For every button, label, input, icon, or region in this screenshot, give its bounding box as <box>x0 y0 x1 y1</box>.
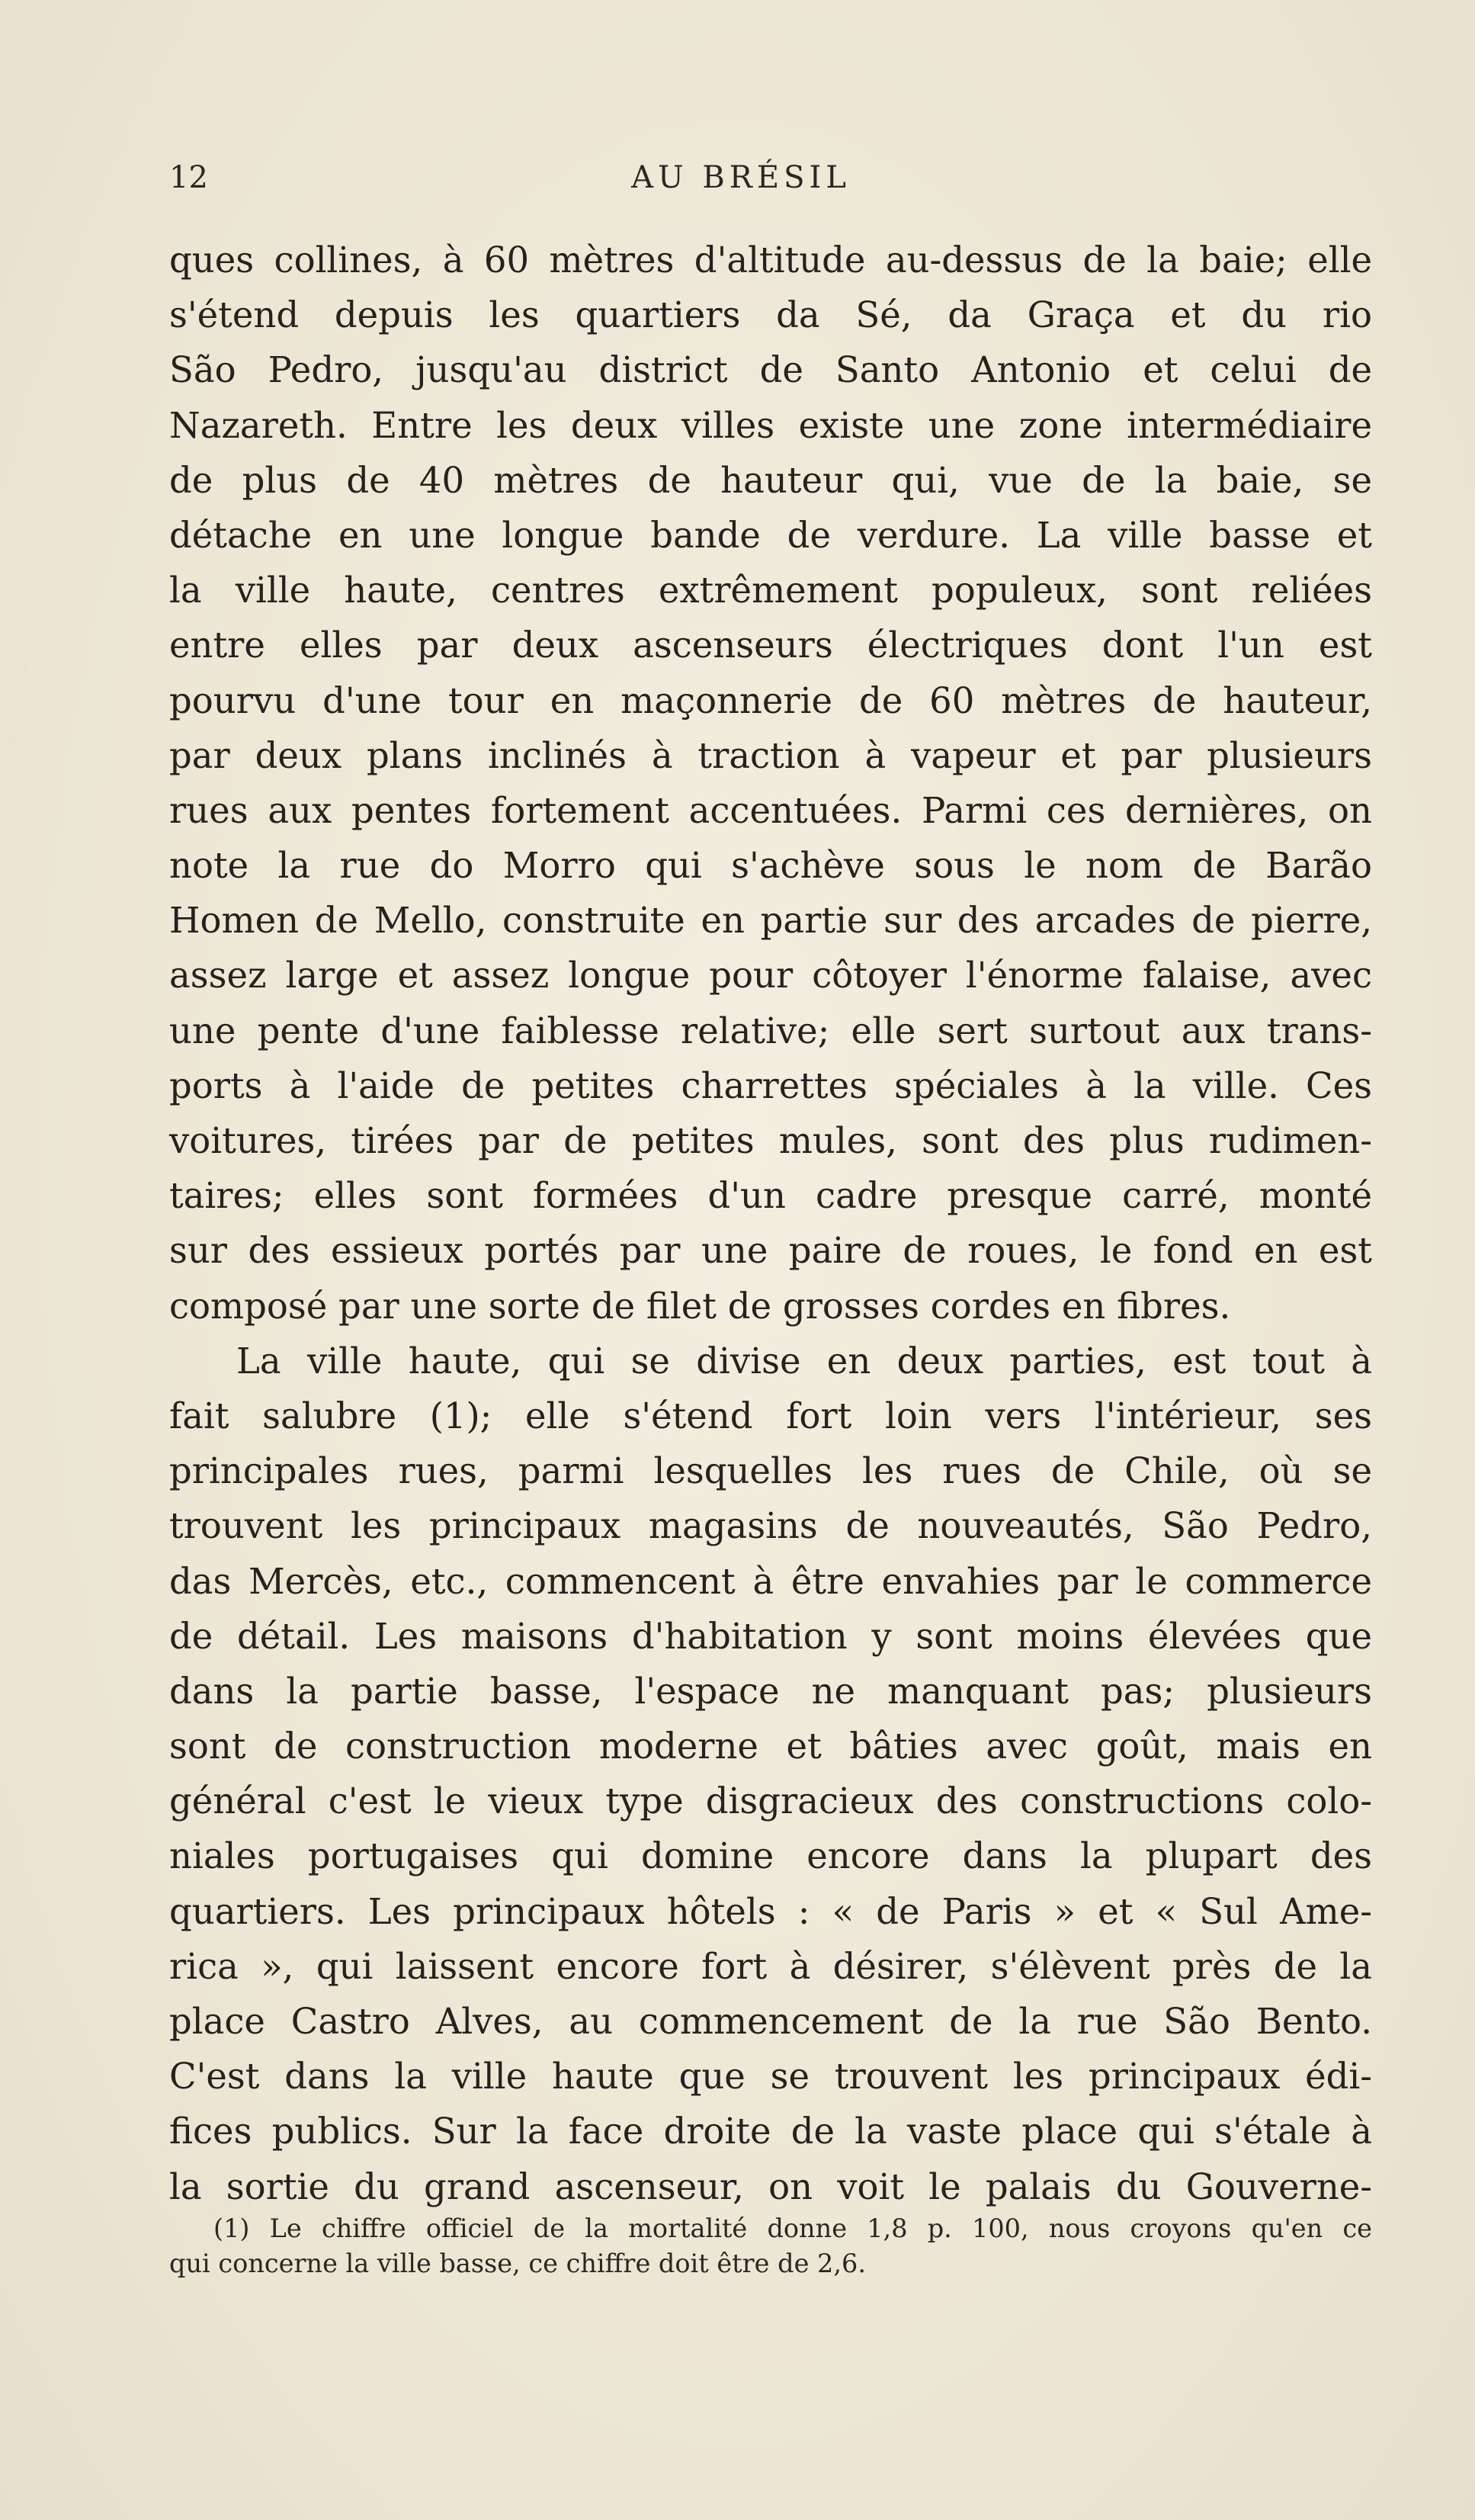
text-line: assez large et assez longue pour côtoyer l'énorme falaise, avec <box>169 955 1372 997</box>
text-line: la ville haute, centres extrêmement populeux, sont reliées <box>169 570 1372 612</box>
text-line: das Mercès, etc., commencent à être envahies par le commerce <box>169 1560 1372 1602</box>
text-line: C'est dans la ville haute que se trouvent les principaux édi- <box>169 2056 1372 2098</box>
text-line: São Pedro, jusqu'au district de Santo Antonio et celui de <box>169 349 1372 391</box>
text-line: entre elles par deux ascenseurs électriques dont l'un est <box>169 624 1372 666</box>
text-line: ques collines, à 60 mètres d'altitude au-dessus de la baie; elle <box>169 239 1372 281</box>
text-line: taires; elles sont formées d'un cadre presque carré, monté <box>169 1175 1372 1217</box>
text-line-paragraph-start: La ville haute, qui se divise en deux parties, est tout à <box>236 1340 1372 1382</box>
text-line: pourvu d'une tour en maçonnerie de 60 mètres de hauteur, <box>169 679 1372 721</box>
text-line: sont de construction moderne et bâties avec goût, mais en <box>169 1725 1372 1767</box>
text-line: s'étend depuis les quartiers da Sé, da Graça et du rio <box>169 294 1372 336</box>
text-line: quartiers. Les principaux hôtels : « de Paris » et « Sul Ame- <box>169 1890 1372 1932</box>
text-line: sur des essieux portés par une paire de roues, le fond en est <box>169 1230 1372 1272</box>
text-line: note la rue do Morro qui s'achève sous le nom de Barão <box>169 845 1372 887</box>
text-line: général c'est le vieux type disgracieux des constructions colo- <box>169 1780 1372 1822</box>
footnote-line: (1) Le chiffre officiel de la mortalité donne 1,8 p. 100, nous croyons qu'en ce <box>213 2213 1372 2243</box>
text-line: fices publics. Sur la face droite de la vaste place qui s'étale à <box>169 2111 1372 2152</box>
text-line: la sortie du grand ascenseur, on voit le palais du Gouverne- <box>169 2165 1372 2207</box>
text-line: voitures, tirées par de petites mules, sont des plus rudimen- <box>169 1120 1372 1161</box>
text-line: de plus de 40 mètres de hauteur qui, vue de la baie, se <box>169 459 1372 501</box>
running-title: AU BRÉSIL <box>631 160 851 195</box>
page-number: 12 <box>169 160 208 195</box>
footnote-line: qui concerne la ville basse, ce chiffre doit être de 2,6. <box>169 2249 866 2278</box>
body-text <box>169 233 1372 2214</box>
text-line: principales rues, parmi lesquelles les rues de Chile, où se <box>169 1450 1372 1492</box>
text-line: par deux plans inclinés à traction à vapeur et par plusieurs <box>169 734 1372 776</box>
text-line: ports à l'aide de petites charrettes spéciales à la ville. Ces <box>169 1064 1372 1106</box>
text-line: place Castro Alves, au commencement de la rue São Bento. <box>169 2001 1372 2042</box>
text-line: fait salubre (1); elle s'étend fort loin vers l'intérieur, ses <box>169 1395 1372 1437</box>
text-line: rica », qui laissent encore fort à désirer, s'élèvent près de la <box>169 1945 1372 1987</box>
text-line: niales portugaises qui domine encore dans la plupart des <box>169 1835 1372 1877</box>
text-line: dans la partie basse, l'espace ne manquant pas; plusieurs <box>169 1670 1372 1712</box>
text-line: Nazareth. Entre les deux villes existe une zone intermédiaire <box>169 404 1372 446</box>
text-line: une pente d'une faiblesse relative; elle sert surtout aux trans- <box>169 1010 1372 1051</box>
footnote <box>169 2211 1372 2281</box>
text-line: Homen de Mello, construite en partie sur des arcades de pierre, <box>169 900 1372 942</box>
text-line: détache en une longue bande de verdure. La ville basse et <box>169 514 1372 556</box>
text-line: trouvent les principaux magasins de nouveautés, São Pedro, <box>169 1505 1372 1547</box>
text-line: rues aux pentes fortement accentuées. Parmi ces dernières, on <box>169 789 1372 831</box>
page-header <box>169 160 1313 206</box>
text-line: de détail. Les maisons d'habitation y sont moins élevées que <box>169 1615 1372 1657</box>
text-line: composé par une sorte de filet de grosses cordes en fibres. <box>169 1285 1231 1327</box>
